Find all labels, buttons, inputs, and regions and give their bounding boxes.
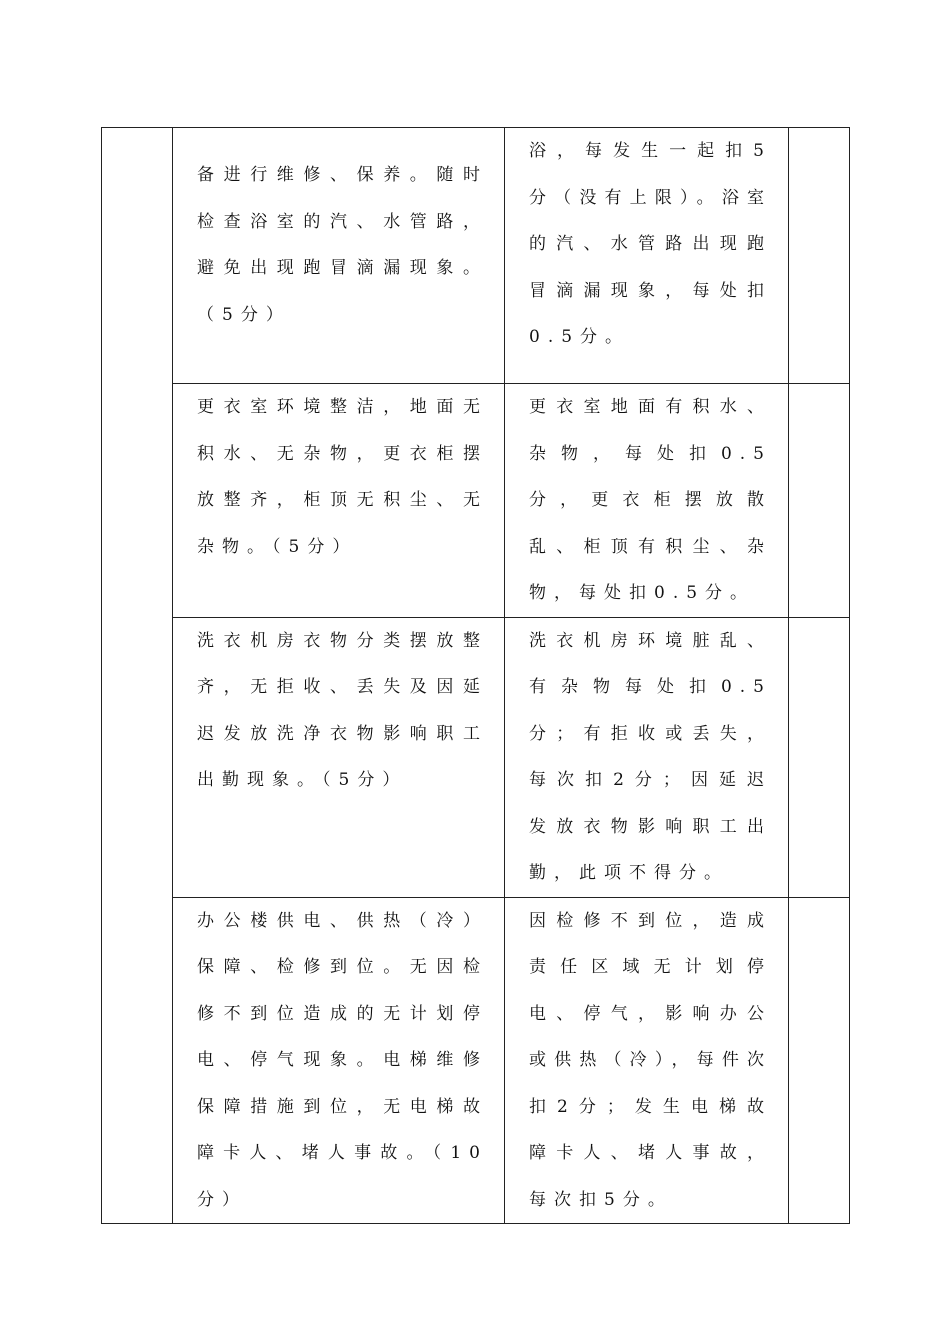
deduction-text: 更衣室地面有积水、杂物，每处扣0.5分，更衣柜摆放散乱、柜顶有积尘、杂物，每处扣0.5分。 <box>529 397 772 603</box>
category-cell <box>102 128 173 1224</box>
score-cell <box>789 617 850 897</box>
table-row <box>102 128 850 384</box>
table-row <box>102 617 850 897</box>
standard-cell <box>173 897 505 1224</box>
standard-text: 更衣室环境整洁，地面无积水、无杂物，更衣柜摆放整齐，柜顶无积尘、无杂物。（5分） <box>197 397 488 557</box>
table-row <box>102 384 850 618</box>
standard-cell <box>173 128 505 384</box>
deduction-cell <box>505 384 789 618</box>
score-cell <box>789 897 850 1224</box>
standard-cell <box>173 384 505 618</box>
deduction-cell <box>505 128 789 384</box>
deduction-cell <box>505 897 789 1224</box>
assessment-table-wrapper <box>101 127 849 1224</box>
standard-text: 办公楼供电、供热（冷）保障、检修到位。无因检修不到位造成的无计划停电、停气现象。电梯维修保障措施到位，无电梯故障卡人、堵人事故。（10分） <box>197 910 488 1210</box>
score-cell <box>789 384 850 618</box>
assessment-table <box>101 127 850 1224</box>
deduction-cell <box>505 617 789 897</box>
standard-cell <box>173 617 505 897</box>
deduction-text: 浴，每发生一起扣5分（没有上限）。浴室的汽、水管路出现跑冒滴漏现象，每处扣0.5分。 <box>529 141 772 347</box>
standard-text: 洗衣机房衣物分类摆放整齐，无拒收、丢失及因延迟发放洗净衣物影响职工出勤现象。（5分） <box>197 630 488 790</box>
deduction-text: 因检修不到位，造成责任区域无计划停电、停气，影响办公或供热（冷），每件次扣2分；发生电梯故障卡人、堵人事故，每次扣5分。 <box>529 910 772 1210</box>
standard-text: 备进行维修、保养。随时检查浴室的汽、水管路，避免出现跑冒滴漏现象。（5分） <box>197 165 488 325</box>
deduction-text: 洗衣机房环境脏乱、有杂物每处扣0.5分；有拒收或丢失，每次扣2分；因延迟发放衣物影响职工出勤，此项不得分。 <box>529 630 772 883</box>
score-cell <box>789 128 850 384</box>
table-row <box>102 897 850 1224</box>
